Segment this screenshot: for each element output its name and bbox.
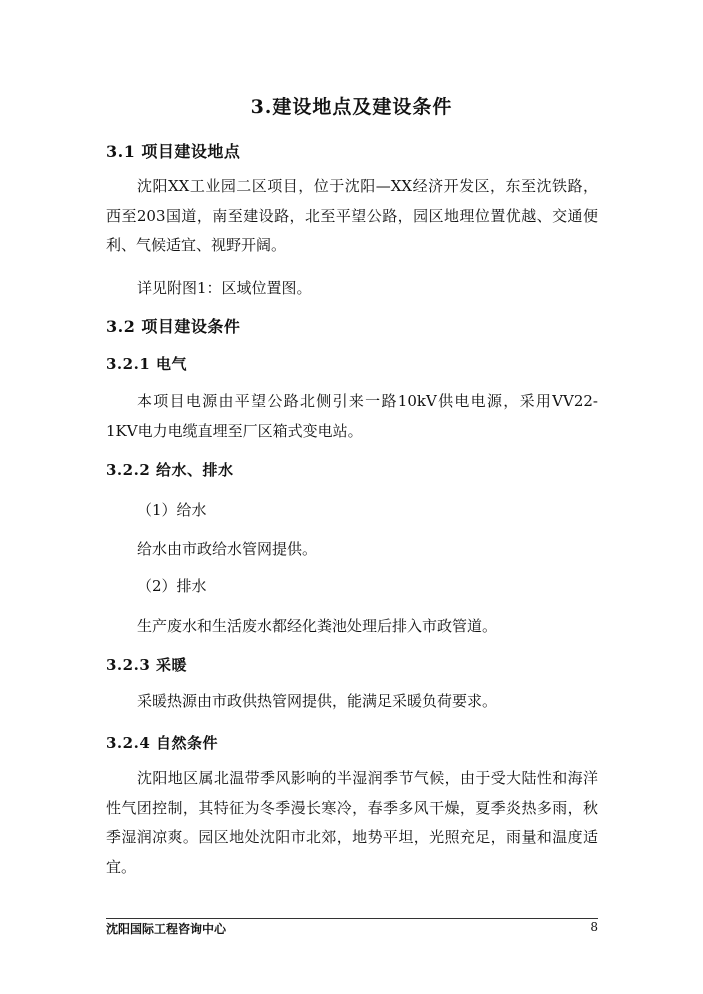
section-heading-3-1: 3.1 项目建设地点 bbox=[106, 142, 241, 161]
section-heading-3-2-4: 3.2.4 自然条件 bbox=[106, 734, 218, 752]
footer-divider bbox=[106, 918, 598, 919]
section-heading-3-2: 3.2 项目建设条件 bbox=[106, 317, 241, 336]
natural-conditions-paragraph: 沈阳地区属北温带季风影响的半湿润季节气候，由于受大陆性和海洋性气团控制，其特征为冬季漫长寒冷，春季多风干燥，夏季炎热多雨，秋季湿润凉爽。园区地处沈阳市北郊，地势平坦，光照充足，雨量和温度适宜。 bbox=[106, 769, 598, 876]
water-supply-paragraph: 给水由市政给水管网提供。 bbox=[137, 540, 318, 558]
section-heading-3-2-3: 3.2.3 采暖 bbox=[106, 656, 187, 674]
footer-page-number: 8 bbox=[590, 920, 598, 934]
electrical-paragraph: 本项目电源由平望公路北侧引来一路10kV供电电源，采用VV22-1KV电力电缆直埋至厂区箱式变电站。 bbox=[106, 392, 598, 440]
heating-paragraph: 采暖热源由市政供热管网提供，能满足采暖负荷要求。 bbox=[137, 692, 498, 710]
drainage-subheading: （2）排水 bbox=[137, 577, 207, 595]
location-paragraph: 沈阳XX工业园二区项目，位于沈阳—XX经济开发区，东至沈铁路，西至203国道，南至建设路，北至平望公路，园区地理位置优越、交通便利、气候适宜、视野开阔。 bbox=[106, 177, 598, 254]
page-title: 3.建设地点及建设条件 bbox=[250, 96, 453, 118]
footer-organization: 沈阳国际工程咨询中心 bbox=[106, 922, 227, 936]
section-heading-3-2-1: 3.2.1 电气 bbox=[106, 355, 187, 373]
section-heading-3-2-2: 3.2.2 给水、排水 bbox=[106, 461, 234, 479]
drainage-paragraph: 生产废水和生活废水都经化粪池处理后排入市政管道。 bbox=[137, 617, 498, 635]
water-supply-subheading: （1）给水 bbox=[137, 501, 207, 519]
location-figure-reference: 详见附图1：区域位置图。 bbox=[137, 279, 312, 297]
